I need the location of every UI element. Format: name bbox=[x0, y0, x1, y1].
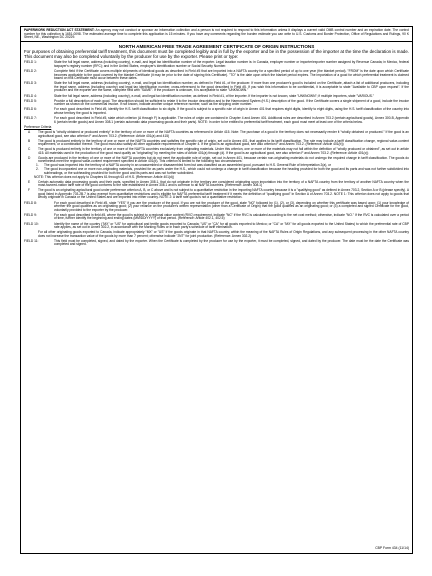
criterion-label: D bbox=[28, 155, 31, 160]
paperwork-heading: PAPERWORK REDUCTION ACT STATEMENT: bbox=[24, 28, 95, 32]
criterion-text: Goods are produced in the territory of one or more of the NAFTA countries but do not meet the applicable rule of origin, set out in Annex 401, because certain non-originating materials do not undergo the required change in tariff classification. The goods do nonetheless meet the regional value-content requirement specified in Article 401(d). This criterion is limited to the following two circumstances: bbox=[38, 155, 409, 164]
field-label: FIELD 7: bbox=[24, 116, 37, 121]
field-text: Complete field if the Certificate covers multiple shipments of identical goods as described in Field #5 that are imported into a NAFTA country for a specified period of up to one year (the blanket period). "FROM" is the date upon which Certificate becomes applicable to the good covered by the blanket Certificate (it may be prior to the date of signing this Certificate). "TO" is the date upon which the blanket period expires. The importation of a good for which preferential treatment is claimed based on this Certificate must occur between these dates. bbox=[54, 69, 409, 81]
criterion-text: Certain automatic data processing goods and their parts, specified in Annex 308.1, that do not originate in the territory are considered originating upon importation into the territory of a NAFTA country from the territory of another NAFTA country when the most-favored-nation tariff rate of the good conforms to the rate established in Annex 308.1 and is common to all NAFTA countries. (Reference: Annex 308.1) bbox=[38, 179, 409, 188]
page-title: NORTH AMERICAN FREE TRADE AGREEMENT CERTIFICATE OF ORIGIN INSTRUCTIONS bbox=[118, 43, 315, 49]
sub-item-text: The good was imported into the territory of a NAFTA country in an unassembled or disassembled form but was classified as an assembled good, pursuant to H.S. General Rule of Interpretation 2(a), or bbox=[44, 163, 331, 168]
field-text: For each good described in Field #5, identify the H.S. tariff classification to six digits. If the good is subject to a specific rule of origin in Annex 401 that requires eight digits, identify to eight digits, using the H.S. tariff classification of the country into whose territory the good is imported. bbox=[54, 107, 409, 115]
criterion-row bbox=[24, 140, 409, 147]
field-label: FIELD 3: bbox=[24, 81, 37, 86]
criteria-list bbox=[24, 131, 409, 200]
sub-item-label: 1. bbox=[36, 163, 39, 168]
criterion-label: E bbox=[28, 179, 31, 184]
preference-criteria-heading: Preference Criteria bbox=[24, 125, 52, 130]
field-label: FIELD 1: bbox=[24, 60, 37, 65]
criterion-label: A bbox=[28, 130, 31, 135]
field-row-6 bbox=[24, 108, 409, 115]
field-row-3 bbox=[24, 82, 409, 93]
field-label: FIELD 6: bbox=[24, 107, 37, 112]
criterion-d bbox=[24, 157, 409, 180]
field-text: Provide a full description of each good. The description should be sufficient to relate it to the invoice description and to the Harmonized System (H.S.) description of the good. If the Certificate covers a single shipment of a good, include the invoice number as shown on the commercial invoice. If not known, indicate another unique reference number, such as the shipping order number. bbox=[54, 98, 409, 107]
criterion-c bbox=[24, 148, 409, 155]
criterion-e bbox=[24, 181, 409, 188]
field-text: For each good described in Field #5, state "YES" if you are the producer of the good. If you are not the producer of the good, state "NO" followed by (1), (2), or (3), depending on whether this certificate was based upon: (1) your knowledge of whether the good qualifies as an originating good; (2) your reliance on the producer's written representation (other than a Certificate of Origin) that the good qualifies as an originating good; or (3) a completed and signed Certificate for the good, voluntarily provided to the exporter by the producer. bbox=[54, 200, 409, 212]
field-label: FIELD 2: bbox=[24, 69, 37, 74]
field-10-extra: For all other originating goods exported to Canada, indicate appropriately "MX" or "US" if the goods originate in that NAFTA country, within the meaning of the NAFTA Rules of Origin Regulations, and any subsequent processing in the other NAFTA country does not increase the transaction value of the goods by more than 7 percent; otherwise indicate "JNT" for joint production. (Reference: Annex 302.2) bbox=[38, 229, 409, 238]
field-label: FIELD 8: bbox=[24, 200, 37, 205]
form-header bbox=[21, 42, 412, 60]
field-row-late-3 bbox=[24, 223, 409, 230]
field-row-1 bbox=[24, 61, 409, 68]
field-text: For each good described in field #5, where the good is subject to a regional value content (RVC) requirement, indicate "NC" if the RVC is calculated according to the net cost method; otherwise, indicate "NO." If the RVC is calculated over a period of time, further identify the beginning and ending dates (MM/DD/YYYY) of that period. (Reference: Article 402.1, 402.5) bbox=[54, 212, 409, 221]
criterion-row bbox=[24, 189, 409, 200]
field-row-7 bbox=[24, 117, 409, 124]
form-number: CBP Form 434 (11/14) bbox=[375, 546, 409, 551]
paperwork-text: An agency may not conduct or sponsor an information collection and a person is not required to respond to this information unless it displays a current valid OMB control number and an expiration date. The control number for this collection is 1651-0098. The estimated average time to complete this application is 15 minutes. If you have any comments regarding the burden estimate you can write to U.S. Customs and Border Protection, Office of Regulations and Rulings, 90 K Street, NE., Washington DC 20229. bbox=[24, 28, 409, 40]
criterion-label: B bbox=[28, 138, 31, 143]
field-row-late-2 bbox=[24, 214, 409, 221]
criterion-text: The good is produced entirely in the territory of one or more of the NAFTA countries exclusively from originating materials. Under this criterion, one or more of the materials may not fall within the definition of "wholly produced or obtained", as set out in article 415. All materials used in the production of the good must qualify as "originating" by meeting the rules of Article 401(a) through (d). If the good is an agricultural good, see also criterion F and Annex 703.2. (Reference: Article 401(c)) bbox=[38, 147, 409, 155]
field-row-2 bbox=[24, 70, 409, 81]
field-text: Identify the name of the country ("MX" or "US" for agricultural and textile goods exported to Canada; "US" or "CA" for all goods exported to Mexico; or "CA" or "MX" for all goods exported to the United States) to which the preferential rate of CBP rate applies, as set out in Annex 302.2, in accordance with the Marking Rules or in each party's schedule of tariff elimination. bbox=[54, 221, 409, 230]
criterion-a bbox=[24, 131, 409, 138]
fields-list bbox=[24, 61, 409, 124]
instructions-body bbox=[21, 61, 412, 246]
intro-text: For purposes of obtaining preferential tariff treatment, this document must be completed legibly and in full by the exporter and be in the possession of the importer at the time the declaration is made. This document may also be completed voluntarily by the producer for use by the exporter. Please print or type: bbox=[24, 48, 409, 59]
fields-after-list bbox=[24, 202, 409, 230]
field-row-late-1 bbox=[24, 202, 409, 213]
field-row-4 bbox=[24, 95, 409, 99]
criterion-label: F bbox=[28, 188, 30, 193]
field-label: FIELD 10: bbox=[24, 221, 39, 226]
field-row-5 bbox=[24, 100, 409, 107]
criterion-row bbox=[24, 181, 409, 188]
sub-item-label: 2. bbox=[36, 167, 39, 172]
criterion-text: The good is produced entirely in the territory of one or more of the NAFTA countries and satisfies the specific rule of origin, set out in Annex 401, that applies to its tariff classification. The rule may include a tariff classification change, regional value-content requirement, or a combination thereof. The good must also satisfy all other applicable requirements of Chapter 4. If the good is an agricultural good, see also criterion F and Annex 703.2. (Reference: Article 401(b)) bbox=[38, 138, 409, 147]
field-label: FIELD 9: bbox=[24, 212, 37, 217]
field-text: For each good described in Field #5, state which criterion (A through F) is applicable. The rules of origin are contained in Chapter 4 and Annex 401. Additional rules are described in Annex 703.2 (certain agricultural goods), Annex 300-B, Appendix 6 (certain textile goods) and Annex 308.1 (certain automatic data processing goods and their parts). NOTE: In order to be entitled to preferential tariff treatment, each good must meet at least one of the criteria below. bbox=[54, 116, 409, 124]
criterion-note: NOTE: This criterion does not apply to Chapters 61 through 63 of H.S. (Reference: Article 401(d)) bbox=[34, 174, 174, 179]
criterion-row bbox=[24, 148, 409, 155]
field-text: State the full legal name, address (including country), e-mail, and legal tax identification number of the exporter. Legal taxation number is: in Canada, employer number or importer/exporter number assigned by Revenue Canada; in Mexico, federal taxpayer's registry number (RFC); and in the United States, employer's identification number or Social Security Number. bbox=[54, 60, 409, 68]
field-label: FIELD 11: bbox=[24, 238, 39, 243]
criterion-row bbox=[24, 131, 409, 138]
field-label: FIELD 4: bbox=[24, 93, 37, 98]
criterion-b bbox=[24, 140, 409, 147]
field-text: State the full legal name, address (including country), e-mail, and legal tax identification number, as defined in Field #1, of the importer. If the importer is not known, state "UNKNOWN"; if multiple importers, state "VARIOUS." bbox=[54, 93, 374, 98]
criterion-label: C bbox=[28, 147, 31, 152]
field-label: FIELD 5: bbox=[24, 98, 37, 103]
field-row-11 bbox=[24, 240, 409, 247]
criterion-f bbox=[24, 189, 409, 200]
paperwork-statement bbox=[21, 27, 412, 42]
field-text: State the full legal name, address (including country), e-mail, and legal tax identification number, as defined in Field #1, of the producer. If more than one producer's good is included on the Certificate, attach a list of additional producers, including the legal name, address (including country) and legal tax identification number, cross-referenced to the good described in Field #5. If you wish this information to be confidential, it is acceptable to state "Available to CBP upon request". If the producer and the exporter are the same, complete field with "SAME". If the producer is unknown, it is acceptable to state "UNKNOWN." bbox=[54, 81, 409, 93]
criterion-text: The good is "wholly obtained or produced entirely" in the territory of one or more of the NAFTA countries as referenced in Article 415. Note: The purchase of a good in the territory does not necessarily render it "wholly obtained or produced." If the good is an agricultural good, see also criterion F and Annex 703.2. (Reference: Article 401(a) and 415) bbox=[38, 130, 409, 138]
sub-item-text: The good incorporated one or more non-originating materials, provided for as parts under the H.S., which could not undergo a change in tariff classification because the heading provided for both the good and its parts and was not further subdivided into subheadings, or the subheading provided for both the good and its parts and was not further subdivided. bbox=[44, 167, 409, 175]
criterion-text: The good is an originating agricultural good under preference criterion A, B, or C above and is not subject to a quantitative restriction in the importing NAFTA country because it is a "qualifying good" as defined in Annex 703.2, Section A or B (please specify). A good listed in Appendix 703.2B.7 is also exempt from quantitative restrictions and is eligible for NAFTA preferential tariff treatment if it meets the definition of "qualifying good" in Section A of Annex 703.2. NOTE 1: This criterion does not apply to goods that wholly originate in Canada or the United States and are imported into either country. NOTE 2: A tariff rate quota is not a quantitative restriction. bbox=[38, 188, 409, 200]
field-text: This field must be completed, signed, and dated by the exporter. When the Certificate is completed by the producer for use by the exporter, it must be completed, signed, and dated by the producer. The date must be the date the Certificate was completed and signed. bbox=[54, 238, 409, 247]
form-frame bbox=[20, 26, 413, 554]
